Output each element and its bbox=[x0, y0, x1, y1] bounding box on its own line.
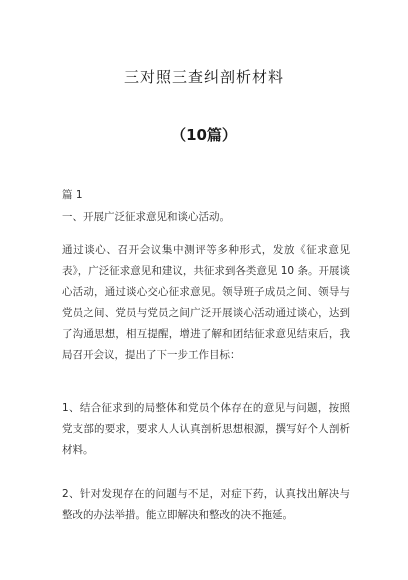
document-subtitle: （10篇） bbox=[171, 126, 237, 144]
document-title: 三对照三查纠剖析材料 bbox=[123, 68, 284, 86]
section-heading: 一、开展广泛征求意见和谈心活动。 bbox=[62, 211, 230, 223]
body-paragraph-3: 2、针对发现存在的问题与不足，对症下药，认真找出解决与整改的办法举措。能立即解决和整改的决不拖延。 bbox=[62, 488, 350, 521]
body-paragraph-1: 通过谈心、召开会议集中测评等多种形式，发放《征求意见表》，广泛征求意见和建议，共征求到各类意见 10 条。开展谈心活动，通过谈心交心征求意见。领导班子成员之间、领导与党员之间、党员与党员之间广泛开展谈心活动通过谈心，达到了沟通思想，相互提醒，增进了解和团结征求意见结束后，我局召开会议，提出了下一步工作目标： bbox=[62, 244, 350, 361]
body-paragraph-2: 1、结合征求到的局整体和党员个体存在的意见与问题，按照党支部的要求，要求人人认真剖析思想根源，撰写好个人剖析材料。 bbox=[62, 402, 350, 456]
section-label: 篇 1 bbox=[62, 189, 83, 201]
